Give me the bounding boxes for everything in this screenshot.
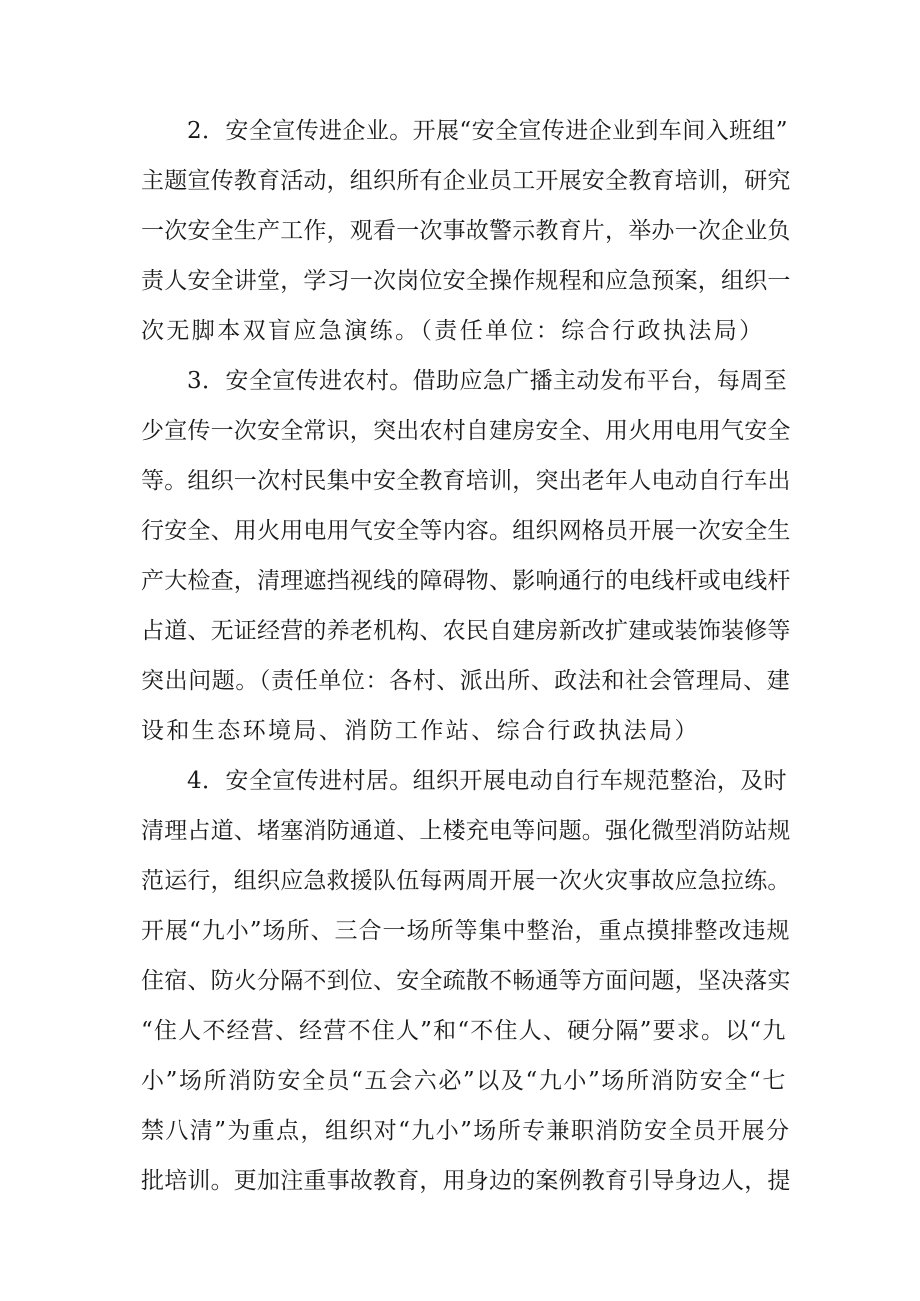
paragraph-3-line-4: 行安全、用火用电用气安全等内容。组织网格员开展一次安全生 bbox=[141, 518, 791, 544]
paragraph-4-line-6: “住人不经营、经营不住人”和“不住人、硬分隔”要求。以“九 bbox=[141, 1018, 787, 1044]
paragraph-3-line-6: 占道、无证经营的养老机构、农民自建房新改扩建或装饰装修等 bbox=[141, 618, 791, 644]
paragraph-4-line-2: 清理占道、堵塞消防通道、上楼充电等问题。强化微型消防站规 bbox=[141, 818, 791, 844]
paragraph-2-line-5: 次无脚本双盲应急演练。（责任单位：综合行政执法局） bbox=[141, 318, 765, 344]
paragraph-3-line-5: 产大检查，清理遮挡视线的障碍物、影响通行的电线杆或电线杆 bbox=[141, 568, 791, 594]
paragraph-4-line-8: 禁八清”为重点，组织对“九小”场所专兼职消防安全员开展分 bbox=[141, 1118, 791, 1144]
paragraph-4-line-7: 小”场所消防安全员“五会六必”以及“九小”场所消防安全“七 bbox=[141, 1068, 787, 1094]
paragraph-3-line-1: 3．安全宣传进农村。借助应急广播主动发布平台，每周至 bbox=[187, 368, 788, 394]
paragraph-2-line-4: 责人安全讲堂，学习一次岗位安全操作规程和应急预案，组织一 bbox=[141, 268, 791, 294]
paragraph-2-line-2: 主题宣传教育活动，组织所有企业员工开展安全教育培训，研究 bbox=[141, 168, 791, 194]
paragraph-4-line-3: 范运行，组织应急救援队伍每两周开展一次火灾事故应急拉练。 bbox=[141, 868, 791, 894]
paragraph-4-line-5: 住宿、防火分隔不到位、安全疏散不畅通等方面问题，坚决落实 bbox=[141, 968, 791, 994]
paragraph-2-line-3: 一次安全生产工作，观看一次事故警示教育片，举办一次企业负 bbox=[141, 218, 791, 244]
paragraph-4-line-4: 开展“九小”场所、三合一场所等集中整治，重点摸排整改违规 bbox=[141, 918, 791, 944]
paragraph-4-line-1: 4．安全宣传进村居。组织开展电动自行车规范整治，及时 bbox=[187, 768, 788, 794]
paragraph-3-line-8: 设和生态环境局、消防工作站、综合行政执法局） bbox=[141, 718, 700, 744]
paragraph-3-line-2: 少宣传一次安全常识，突出农村自建房安全、用火用电用气安全 bbox=[141, 418, 791, 444]
paragraph-4-line-9: 批培训。更加注重事故教育，用身边的案例教育引导身边人，提 bbox=[141, 1168, 791, 1194]
paragraph-2-line-1: 2．安全宣传进企业。开展“安全宣传进企业到车间入班组” bbox=[187, 118, 788, 144]
paragraph-3-line-3: 等。组织一次村民集中安全教育培训，突出老年人电动自行车出 bbox=[141, 468, 791, 494]
paragraph-3-line-7: 突出问题。（责任单位：各村、派出所、政法和社会管理局、建 bbox=[141, 668, 791, 694]
